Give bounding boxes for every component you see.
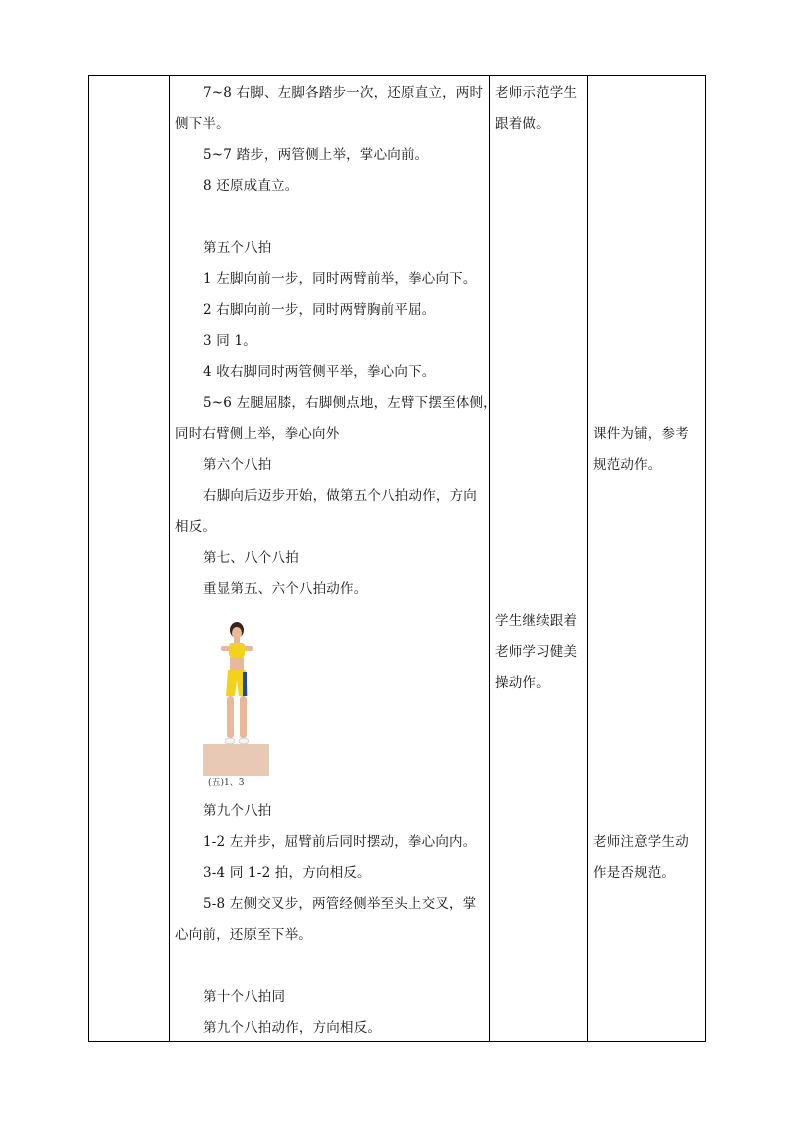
text-line: 8 还原成直立。	[203, 178, 299, 194]
text-line: 1 左脚向前一步，同时两臂前举，拳心向下。	[203, 271, 477, 287]
figure-left-leg	[227, 696, 234, 738]
text-line: 5~6 左腿屈膝，右脚侧点地，左臂下摆至体侧，	[203, 395, 497, 411]
figure-right-shoe	[239, 738, 249, 744]
text-line: 1-2 左并步，屈臂前后同时摆动，拳心向内。	[203, 834, 477, 850]
text-line: 同时右臂侧上举，拳心向外	[175, 426, 340, 442]
text-line: 相反。	[175, 519, 217, 535]
student-activity-column	[489, 76, 587, 1041]
section-heading: 第十个八拍同	[203, 989, 286, 1005]
text-line: 操动作。	[495, 675, 550, 691]
text-line: 作是否规范。	[593, 865, 676, 881]
text-line: 3-4 同 1-2 拍，方向相反。	[203, 865, 371, 881]
text-line: 5-8 左侧交叉步，两管经侧举至头上交叉，掌	[203, 896, 477, 912]
figure-face	[232, 627, 242, 639]
text-line: 老师学习健美	[495, 644, 578, 660]
figure-right-leg	[240, 696, 247, 738]
text-line: 学生继续跟着	[495, 613, 578, 629]
text-line: 第九个八拍动作，方向相反。	[203, 1020, 382, 1036]
text-line: 心向前，还原至下举。	[175, 927, 312, 943]
figure-shorts-stripe	[243, 672, 247, 696]
figure-left-shoe	[225, 738, 235, 744]
figure-caption: (五)1、3	[208, 778, 245, 788]
text-line: 侧下半。	[175, 116, 230, 132]
text-line: 老师示范学生	[495, 85, 578, 101]
section-heading: 第九个八拍	[203, 803, 272, 819]
exercise-figure-image	[203, 616, 275, 791]
text-line: 规范动作。	[593, 457, 662, 473]
floor-mat	[203, 744, 269, 776]
text-line: 2 右脚向前一步，同时两臂胸前平屈。	[203, 302, 436, 318]
text-line: 3 同 1。	[203, 333, 257, 349]
text-line: 重显第五、六个八拍动作。	[203, 581, 368, 597]
text-line: 7~8 右脚、左脚各踏步一次，还原直立，两时	[203, 85, 484, 101]
figure-top	[229, 643, 245, 657]
text-line: 跟着做。	[495, 116, 550, 132]
text-line: 课件为铺，参考	[593, 426, 689, 442]
figure-waist	[230, 657, 244, 670]
section-heading: 第六个八拍	[203, 457, 272, 473]
notes-column	[587, 76, 705, 1041]
text-line: 老师注意学生动	[593, 834, 689, 850]
lesson-table	[88, 75, 706, 1042]
text-line: 4 收右脚同时两管侧平举，拳心向下。	[203, 364, 436, 380]
section-heading: 第七、八个八拍	[203, 550, 299, 566]
section-heading: 第五个八拍	[203, 240, 272, 256]
text-line: 右脚向后迈步开始，做第五个八拍动作，方向	[203, 488, 477, 504]
text-line: 5~7 踏步，两管侧上举，掌心向前。	[203, 147, 429, 163]
content-column	[169, 76, 497, 1041]
